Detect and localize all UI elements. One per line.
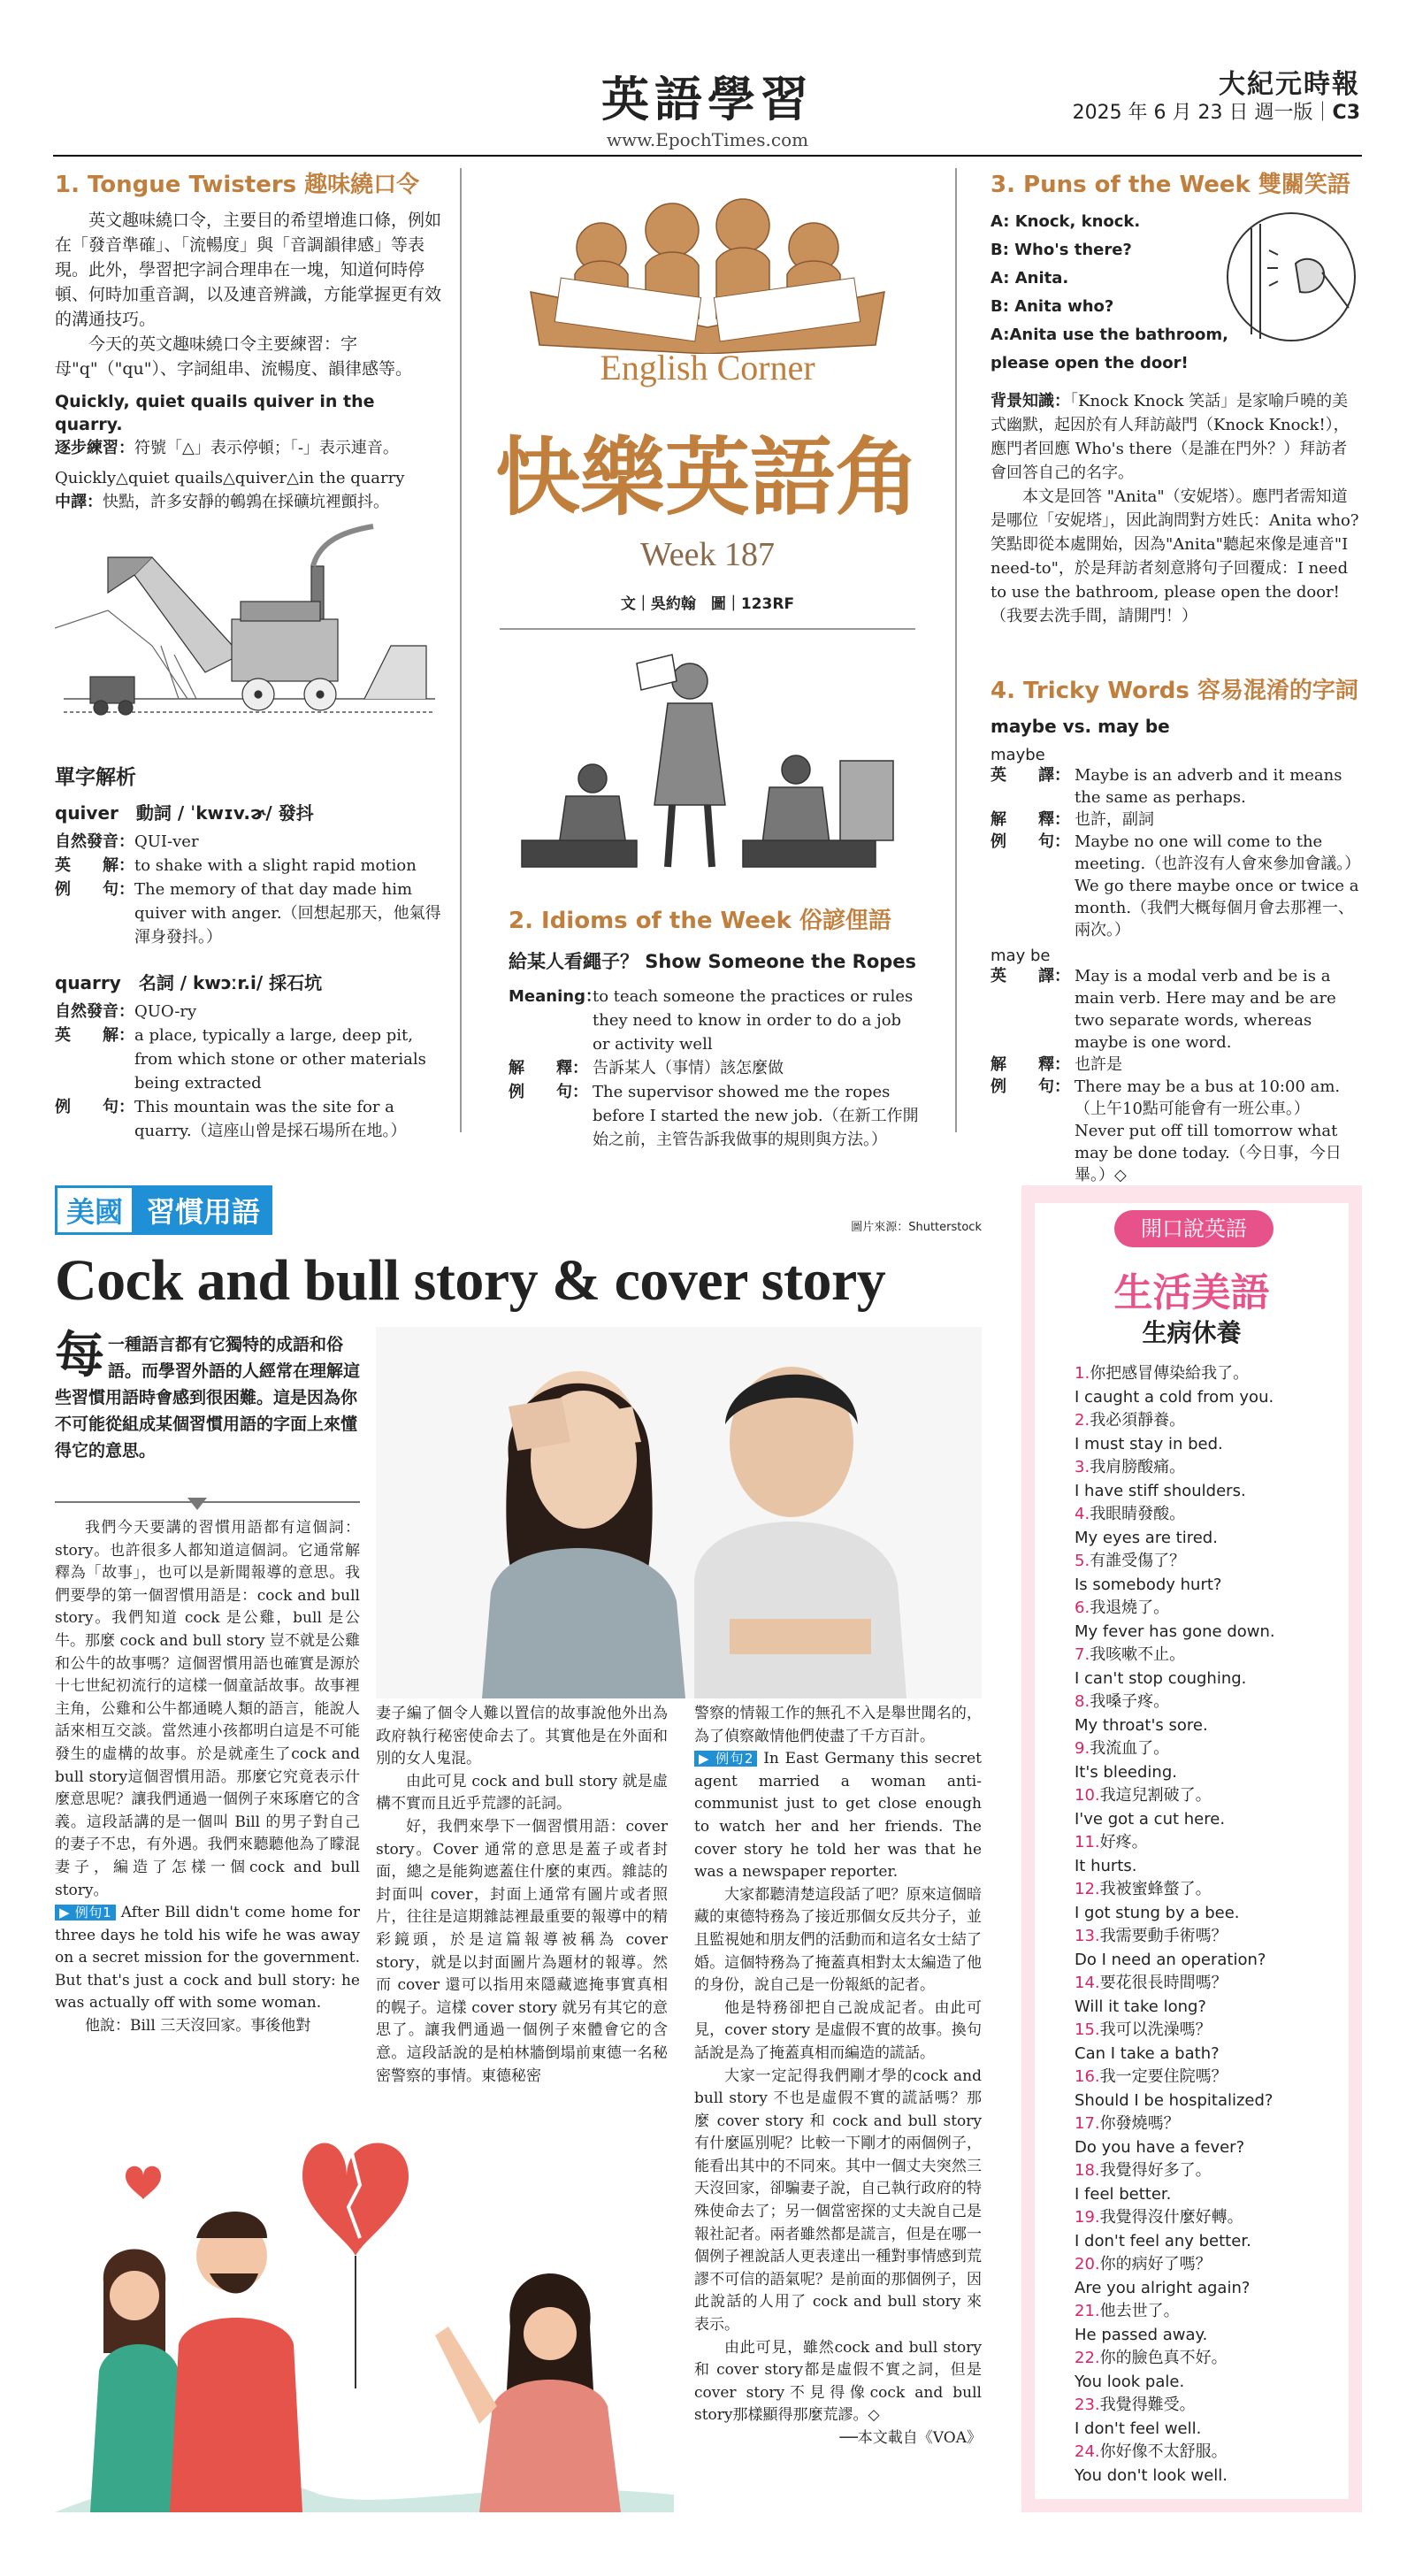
- phrase-item-en: I must stay in bed.: [1075, 1434, 1223, 1453]
- broken-heart-illustration: [55, 2123, 674, 2512]
- phrase-zh: 我咳嗽不止。: [1090, 1645, 1186, 1664]
- section-tricky-words: [990, 672, 1362, 1186]
- phrase-item-en: He passed away.: [1075, 2325, 1208, 2344]
- lead-text: 一種語言都有它獨特的成語和俗語。而學習外語的人經常在理解這些習慣用語時會感到很困難。這是因為你不可能從組成某個習慣用語的字面上來懂得它的意思。: [55, 1335, 361, 1460]
- page-section-title: 英語學習: [601, 72, 814, 127]
- office-workers-illustration: [504, 646, 902, 876]
- phrase-item-zh: [1075, 2066, 1344, 2089]
- definition-row: [55, 1024, 444, 1095]
- family-reading-illustration: [522, 177, 893, 354]
- phrase-number: 16.: [1075, 2067, 1100, 2086]
- paragraph: 好，我們來學下一個習慣用語：cover story。Cover 通常的意思是蓋子或者封面，總之是能夠遮蓋住什麼的東西。雜誌的封面叫 cover，封面上通常有圖片或者照片，往往是這期雜誌裡最重要的報導中的精彩鏡頭，於是這篇報導被稱為 cover story，就是以封面圖片為題材的報導。然而 cover 還可以指用來隱藏遮掩事實真相的幌子。這樣 cover story 就另有其它的意思了。讓我們通過一個例子來體會它的含意。這段話說的是柏林牆倒塌前東德一名秘密警察的事情。東德秘密: [376, 1817, 668, 2085]
- phrase-zh: 我需要動手術嗎？: [1099, 1927, 1228, 1945]
- value: QUO-ry: [134, 1002, 197, 1021]
- phrase-item-zh: [1075, 1456, 1344, 1480]
- article-column-3: [694, 1703, 982, 2450]
- word-label: may be: [990, 947, 1051, 965]
- paragraph: 警察的情報工作的無孔不入是舉世聞名的，為了偵察敵情他們使盡了千方百計。: [694, 1705, 982, 1745]
- example-text: In East Germany this secret agent married a woman anti-communist just to get close enough to watch her and her friends. The cover story he told her was that he was a newspaper reporter.: [694, 1750, 982, 1882]
- phrase-number: 3.: [1075, 1458, 1090, 1476]
- article-title: Cock and bull story & cover story: [55, 1248, 886, 1313]
- quarry-machine-illustration: [55, 522, 444, 739]
- page-number: C3: [1332, 102, 1360, 124]
- phrase-number: 13.: [1075, 1927, 1100, 1945]
- phrase-zh: 我覺得好多了。: [1099, 2161, 1212, 2180]
- date-text: 2025 年 6 月 23 日 週一版: [1072, 102, 1313, 124]
- label: 中譯：: [55, 493, 103, 511]
- article-source: ──本文載自《VOA》: [839, 2429, 982, 2447]
- phrase-number: 1.: [1075, 1364, 1090, 1383]
- text: 符號「△」表示停頓；「-」表示連音。: [134, 439, 399, 457]
- example-2: [694, 1748, 982, 1884]
- phrase-item-en: Can I take a bath?: [1075, 2043, 1220, 2063]
- phrase-item-zh: [1075, 2019, 1344, 2043]
- corner-title-en: English Corner: [600, 348, 815, 387]
- phrase-item-zh: [1075, 1925, 1344, 1949]
- phonics-row: [55, 1000, 444, 1024]
- phrase-number: 20.: [1075, 2255, 1100, 2273]
- phrase-number: 6.: [1075, 1598, 1090, 1617]
- phrase-zh: 我肩膀酸痛。: [1090, 1458, 1186, 1476]
- phrase-number: 23.: [1075, 2396, 1100, 2414]
- label: 解 釋：: [990, 810, 1070, 829]
- phrase-item-en: I caught a cold from you.: [1075, 1387, 1274, 1407]
- article-column-2: [376, 1703, 668, 2088]
- down-arrow-icon: [187, 1498, 207, 1510]
- example-row: [509, 1080, 920, 1152]
- phrase-item-en: It hurts.: [1075, 1856, 1137, 1875]
- article-lead: [55, 1327, 361, 1464]
- phrase-number: 10.: [1075, 1786, 1100, 1805]
- edition-date: 2025 年 6 月 23 日 週一版｜C3: [1072, 102, 1360, 124]
- phrase-number: 17.: [1075, 2114, 1100, 2133]
- label: 自然發音：: [55, 1002, 134, 1021]
- value: a place, typically a large, deep pit, from which stone or other materials being extracted: [134, 1026, 426, 1092]
- phrase-item-en: I got stung by a bee.: [1075, 1903, 1240, 1922]
- paragraph: 我們今天要講的習慣用語都有這個詞：story。也許很多人都知道這個詞。它通常解釋為「故事」，也可以是新聞報導的意思。我們要學的第一個習慣用語是：cock and bull story。我們知道 cock 是公雞，bull 是公牛。那麼 cock and bull story 豈不就是公雞和公牛的故事嗎？這個習慣用語也確實是源於十七世紀初流行的這樣一個童話故事。故事裡主角，公雞和公牛都通曉人類的語言，能說人話來相互交談。當然連小孩都明白這是不可能發生的虛構的故事。於是就產生了cock and bull story這個習慣用語。那麼它究竟表示什麼意思呢？讓我們通過一個例子來琢磨它的含義。這段話講的是一個叫 Bill 的男子對自己的妻子不忠，有外遇。我們來聽聽他為了矇混妻子，編造了怎樣一個cock and bull story。: [55, 1519, 360, 1899]
- phrase-item-zh: [1075, 2159, 1344, 2183]
- phrase-number: 21.: [1075, 2302, 1100, 2320]
- phonics-row: [55, 830, 444, 854]
- value: May is a modal verb and be is a main verb. Here may and be are two separate words, whereas maybe is one word.: [1075, 967, 1336, 1052]
- phrase-item-zh: [1075, 1644, 1344, 1668]
- phrase-zh: 他去世了。: [1099, 2302, 1180, 2320]
- value: The supervisor showed me the ropes before I started the new job.（在新工作開始之前，主管告訴我做事的規則與方法。）: [593, 1083, 919, 1149]
- label: 例 句：: [55, 1098, 134, 1116]
- example-1: There may be a bus at 10:00 am.（上午10點可能會有一班公車。）: [1075, 1077, 1341, 1118]
- paragraph: 由此可見 cock and bull story 就是虛構不實而且近乎荒謬的託詞。: [376, 1772, 668, 1813]
- section-title: 2. Idioms of the Week 俗諺俚語: [509, 908, 891, 934]
- phrase-item-en: Are you alright again?: [1075, 2278, 1251, 2297]
- phrase-number: 4.: [1075, 1505, 1090, 1523]
- section-body: [55, 208, 444, 381]
- paragraph: 由此可見，雖然cock and bull story和 cover story都是虛假不實之詞，但是cover story不見得像cock and bull story那樣顯得那麼荒謬。◇: [694, 2338, 982, 2425]
- marked-sentence: Quickly△quiet quails△quiver△in the quarry: [55, 469, 405, 487]
- phrase-zh: 我退燒了。: [1090, 1598, 1170, 1617]
- explanation-row: [509, 1056, 920, 1080]
- label: Meaning：: [509, 987, 601, 1006]
- phrase-item-en: Should I be hospitalized?: [1075, 2090, 1274, 2110]
- example-row: [55, 878, 444, 949]
- phrase-number: 22.: [1075, 2349, 1100, 2367]
- vocab-section: [55, 761, 444, 1143]
- section-title: 1. Tongue Twisters 趣味繞口令: [55, 172, 420, 198]
- phrase-item-en: I don't feel any better.: [1075, 2231, 1251, 2250]
- phrase-number: 19.: [1075, 2208, 1100, 2227]
- phrase-zh: 你的臉色真不好。: [1099, 2349, 1228, 2367]
- phrase-zh: 好疼。: [1099, 1833, 1148, 1852]
- dialogue-line: A: Knock, knock.: [990, 212, 1141, 231]
- label: 例 句：: [55, 880, 134, 899]
- phrase-item-zh: [1075, 1690, 1344, 1714]
- phrase-item-zh: [1075, 1831, 1344, 1855]
- example-1: Maybe no one will come to the meeting.（也許沒有人會來參加會議。）: [1075, 832, 1361, 873]
- phrase-item-zh: [1075, 1503, 1344, 1527]
- label: 英 譯：: [990, 967, 1070, 985]
- phrase-item-en: Do you have a fever?: [1075, 2137, 1245, 2157]
- section-title: 4. Tricky Words 容易混淆的字詞: [990, 678, 1358, 704]
- example-row: [990, 1076, 1362, 1186]
- label: 英 解：: [55, 856, 134, 875]
- byline: 文｜吳約翰 圖｜123RF: [620, 595, 795, 613]
- value: QUI-ver: [134, 832, 199, 851]
- twister-sentence: Quickly, quiet quails quiver in the quarry.: [55, 392, 375, 434]
- phrase-zh: 你好像不太舒服。: [1099, 2442, 1228, 2461]
- example-2: Never put off till tomorrow what may be done today.（今日事，今日畢。）◇: [1075, 1122, 1342, 1184]
- phrase-item-en: Is somebody hurt?: [1075, 1575, 1222, 1594]
- value: to shake with a slight rapid motion: [134, 856, 417, 875]
- knocking-door-illustration: [1225, 211, 1358, 343]
- phrase-item-en: It's bleeding.: [1075, 1762, 1177, 1782]
- example-1: [55, 1902, 360, 2015]
- column-divider: [460, 168, 462, 1132]
- label: 例 句：: [990, 832, 1070, 851]
- tag-topic: 習慣用語: [134, 1185, 272, 1235]
- paragraph: 他說：Bill 三天沒回家。事後他對: [85, 2017, 311, 2036]
- phrase-item-zh: [1075, 1550, 1344, 1574]
- phrase-item-en: I have stiff shoulders.: [1075, 1481, 1246, 1500]
- paragraph: 大家一定記得我們剛才學的cock and bull story 不也是虛假不實的謊話嗎？那麼 cover story 和 cock and bull story 有什麼區別呢？比較一下剛才的兩個例子，能看出其中的不同來。其中一個丈夫突然三天沒回家，卻騙妻子說，自己執行政府的特殊使命去了；另一個當密探的丈夫說自己是報社記者。兩者雖然都是謊言，但是在哪一個例子裡說話人更表達出一種對事情感到荒謬不可信的語氣呢？是前面的那個例子，因此說話的人用了 cock and bull story 來表示。: [694, 2066, 982, 2334]
- drop-cap: 每: [55, 1327, 104, 1384]
- corner-title-zh: 快樂英語角: [495, 427, 920, 527]
- label: 英 解：: [55, 1026, 134, 1045]
- value: [1075, 1076, 1362, 1186]
- phrase-item-en: I feel better.: [1075, 2184, 1172, 2204]
- phrase-item-zh: [1075, 1878, 1344, 1902]
- practice-note: [55, 436, 444, 461]
- article-column-1: [55, 1517, 360, 2038]
- phrase-zh: 有誰受傷了？: [1090, 1552, 1186, 1570]
- example-2: We go there maybe once or twice a month.（我們大概每個月會去那裡一、兩次。）: [1075, 877, 1359, 939]
- section-puns: [990, 166, 1362, 199]
- value: 告訴某人（事情）該怎麼做: [593, 1059, 784, 1077]
- phrase-item-zh: [1075, 2394, 1344, 2418]
- phrase-zh: 我可以洗澡嗎？: [1099, 2020, 1212, 2039]
- value: The memory of that day made him quiver with anger.（回想起那天，他氣得渾身發抖。）: [134, 880, 441, 947]
- label: 例 句：: [509, 1083, 588, 1101]
- phrase-item-zh: [1075, 2441, 1344, 2465]
- phrase-number: 24.: [1075, 2442, 1100, 2461]
- paragraph: 今天的英文趣味繞口令主要練習：字母"q"（"qu"）、字詞組串、流暢度、韻律感等。: [55, 334, 413, 379]
- phrase-zh: 我被蜜蜂螫了。: [1099, 1880, 1212, 1898]
- phrase-zh: 你把感冒傳染給我了。: [1090, 1364, 1250, 1383]
- example-text: After Bill didn't come home for three days he told his wife he was away on a secret mission for the government. But that's just a cock and bull story: he was actually off with some woman.: [55, 1904, 360, 2012]
- lead-divider: [55, 1501, 360, 1503]
- knock-knock-dialogue: [990, 208, 1228, 378]
- value: 也許是: [1075, 1055, 1122, 1074]
- phrase-zh: 我嗓子疼。: [1090, 1692, 1170, 1711]
- value: [1075, 831, 1362, 941]
- section-idioms: [509, 902, 920, 1152]
- phrase-number: 11.: [1075, 1833, 1100, 1852]
- week-number: Week 187: [639, 536, 776, 573]
- phrase-item-zh: [1075, 2253, 1344, 2277]
- example-badge: ▶ 例句1: [55, 1905, 116, 1920]
- phrase-zh: 你的病好了嗎？: [1099, 2255, 1212, 2273]
- section-tongue-twisters: [55, 166, 444, 514]
- dialogue-line: B: Anita who?: [990, 297, 1114, 316]
- phrase-item-en: You look pale.: [1075, 2372, 1185, 2391]
- explanation-row: [990, 1054, 1362, 1076]
- image-credit: 圖片來源：Shutterstock: [851, 1221, 982, 1234]
- dialogue-line: A:Anita use the bathroom, please open the door!: [990, 326, 1228, 372]
- phrase-item-zh: [1075, 2347, 1344, 2371]
- phrase-item-en: I can't stop coughing.: [1075, 1668, 1247, 1688]
- value: Maybe is an adverb and it means the same as perhaps.: [1075, 766, 1342, 807]
- phrase-item-zh: [1075, 1409, 1344, 1433]
- site-url[interactable]: www.EpochTimes.com: [606, 129, 809, 150]
- pun-explanation: [990, 389, 1362, 628]
- phrase-item-en: Do I need an operation?: [1075, 1950, 1266, 1969]
- phrase-item-en: I don't feel well.: [1075, 2419, 1202, 2438]
- phrase-item-en: My fever has gone down.: [1075, 1622, 1275, 1641]
- phrase-zh: 要花很長時間嗎？: [1099, 1974, 1228, 1992]
- divider: [500, 628, 915, 630]
- paragraph: 本文是回答 "Anita"（安妮塔）。應門者需知道是哪位「安妮塔」，因此詢問對方姓氏：Anita who? 笑點即從本處開始，因為"Anita"聽起來像是連音"I need-to"，於是拜訪者刻意將句子回覆成：I need to use the bathroom, please open the door!（我要去洗手間，請開門！）: [990, 487, 1359, 625]
- phrase-number: 7.: [1075, 1645, 1090, 1664]
- vocab-title: 單字解析: [55, 766, 136, 789]
- paragraph: 英文趣味繞口令，主要目的希望增進口條，例如在「發音準確」、「流暢度」與「音調韻律感」等表現。此外，學習把字詞合理串在一塊，知道何時停頓、何時加重音調，以及連音辨識，方能掌握更有效的溝通技巧。: [55, 211, 442, 329]
- value: This mountain was the site for a quarry.（這座山曾是採石場所在地。）: [134, 1098, 407, 1140]
- phrase-number: 12.: [1075, 1880, 1100, 1898]
- phrase-item-en: My throat's sore.: [1075, 1715, 1208, 1735]
- text: 「Knock Knock 笑話」是家喻戶曉的美式幽默，起因於有人拜訪敲門（Knock Knock!），應門者回應 Who's there（是誰在門外？）拜訪者會回答自己的名字。: [990, 392, 1350, 482]
- phrase-item-en: I've got a cut here.: [1075, 1809, 1226, 1828]
- explanation-row: [990, 809, 1362, 831]
- label: 英 譯：: [990, 766, 1070, 785]
- word-quarry-heading: quarry 名詞 / kwɔːr.i/ 採石坑: [55, 972, 323, 993]
- paragraph: 妻子編了個令人難以置信的故事說他外出為政府執行秘密使命去了。其實他是在外面和別的女人鬼混。: [376, 1705, 668, 1768]
- phrase-number: 5.: [1075, 1552, 1090, 1570]
- example-row: [990, 831, 1362, 941]
- dialogue-line: B: Who's there?: [990, 241, 1132, 259]
- paragraph: 他是特務卻把自己說成記者。由此可見，cover story 是虛假不實的故事。換句話說是為了掩蓋真相而編造的謊話。: [694, 1998, 982, 2062]
- phrase-item-zh: [1075, 2206, 1344, 2230]
- word-quiver-heading: quiver 動詞 / ˈkwɪv.ɚ/ 發抖: [55, 802, 314, 824]
- text: 快點，許多安靜的鵪鶉在採礦坑裡顫抖。: [103, 493, 389, 511]
- example-badge: ▶ 例句2: [694, 1751, 757, 1767]
- idiom-heading: 給某人看繩子？ Show Someone the Ropes: [509, 951, 917, 972]
- phrase-item-zh: [1075, 1597, 1344, 1621]
- newspaper-brand: 大紀元時報: [1219, 69, 1360, 100]
- label: 背景知識：: [990, 392, 1070, 410]
- translation: [55, 491, 444, 514]
- phrase-zh: 我覺得沒什麼好轉。: [1099, 2208, 1243, 2227]
- phrase-number: 2.: [1075, 1411, 1090, 1430]
- comparison-heading: maybe vs. may be: [990, 716, 1170, 737]
- label: 自然發音：: [55, 832, 134, 851]
- phrase-zh: 我覺得難受。: [1099, 2396, 1196, 2414]
- phrase-number: 18.: [1075, 2161, 1100, 2180]
- phrase-zh: 你發燒嗎？: [1099, 2114, 1180, 2133]
- tag-country: 美國: [55, 1185, 134, 1235]
- couple-arguing-photo: [376, 1327, 982, 1698]
- phrase-item-zh: [1075, 1362, 1344, 1386]
- phrase-item-zh: [1075, 1972, 1344, 1996]
- example-row: [55, 1095, 444, 1143]
- phrase-list: [1075, 1362, 1344, 2488]
- translation-row: [990, 965, 1362, 1054]
- value: to teach someone the practices or rules they need to know in order to do a job or activity well: [593, 987, 914, 1054]
- translation-row: [990, 764, 1362, 809]
- label: 解 釋：: [509, 1059, 588, 1077]
- dialogue-line: A: Anita.: [990, 269, 1069, 288]
- phrase-item-zh: [1075, 2300, 1344, 2324]
- phrase-zh: 我眼睛發酸。: [1090, 1505, 1186, 1523]
- phrase-number: 8.: [1075, 1692, 1090, 1711]
- section-title: 3. Puns of the Week 雙關笑語: [990, 172, 1350, 198]
- label: 解 釋：: [990, 1055, 1070, 1074]
- sidebar-badge: 開口說英語: [1114, 1210, 1274, 1247]
- phrase-zh: 我流血了。: [1090, 1739, 1170, 1758]
- phrase-number: 14.: [1075, 1974, 1100, 1992]
- phrase-item-en: You don't look well.: [1075, 2465, 1228, 2485]
- phrase-zh: 我這兒割破了。: [1099, 1786, 1212, 1805]
- phrase-zh: 我必須靜養。: [1090, 1411, 1186, 1430]
- phrase-item-zh: [1075, 1737, 1344, 1761]
- phrase-item-zh: [1075, 2112, 1344, 2136]
- phrase-item-en: My eyes are tired.: [1075, 1528, 1218, 1547]
- sidebar-subtitle: 生病休養: [1142, 1318, 1242, 1347]
- column-divider: [955, 168, 957, 1132]
- paragraph: 大家都聽清楚這段話了吧？原來這個暗藏的東德特務為了接近那個女反共分子，並且監視她和朋友們的活動而和這名女士結了婚。這個特務為了掩蓋真相對太太編造了他的身份，說自己是一份報紙的記者。: [694, 1885, 982, 1995]
- sidebar-title: 生活美語: [1113, 1270, 1270, 1315]
- word-label: maybe: [990, 746, 1045, 764]
- label: 逐步練習：: [55, 439, 134, 457]
- phrase-item-zh: [1075, 1784, 1344, 1808]
- phrase-number: 15.: [1075, 2020, 1100, 2039]
- definition-row: [55, 854, 444, 878]
- phrase-item-en: Will it take long?: [1075, 1997, 1206, 2016]
- background-note: [990, 389, 1362, 485]
- value: 也許，副詞: [1075, 810, 1154, 829]
- label: 例 句：: [990, 1077, 1070, 1096]
- article-category-tag: [55, 1185, 272, 1235]
- phrase-zh: 我一定要住院嗎？: [1099, 2067, 1228, 2086]
- meaning-row: [509, 985, 920, 1056]
- phrase-number: 9.: [1075, 1739, 1090, 1758]
- header-rule: [53, 155, 1362, 157]
